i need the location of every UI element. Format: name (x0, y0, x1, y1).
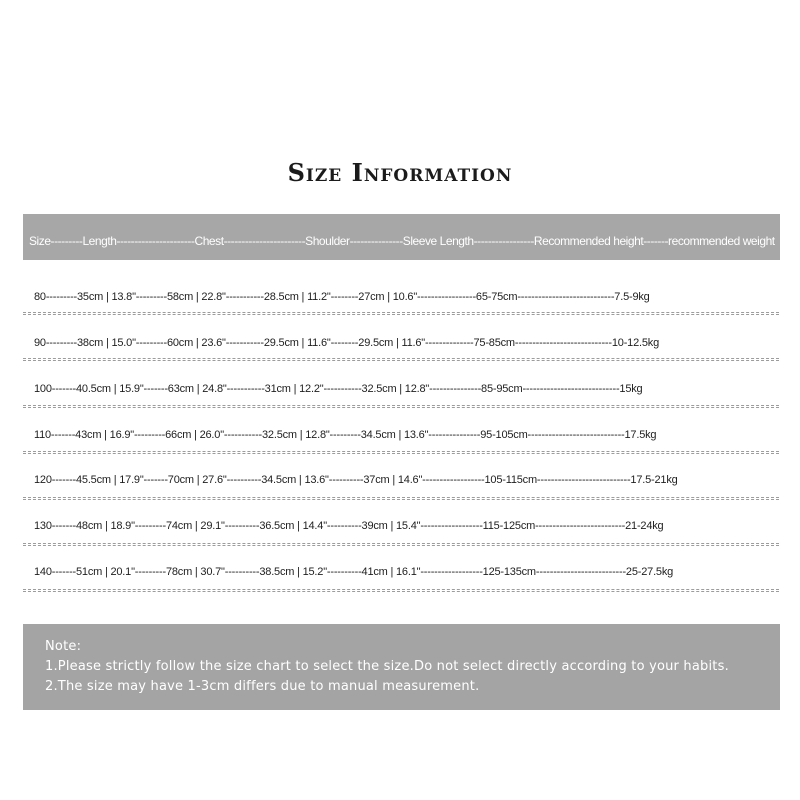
row-divider (23, 543, 779, 546)
table-header (23, 214, 780, 260)
note-line-1: 1.Please strictly follow the size chart to select the size.Do not select directly according to your habits. (45, 659, 729, 674)
note-heading: Note: (45, 639, 82, 654)
table-row-text: 140-------51cm | 20.1"---------78cm | 30.7"----------38.5cm | 15.2"----------41cm | 16.1"------------------125-135cm--------------------------25-27.5kg (34, 566, 674, 578)
row-divider (23, 589, 779, 592)
table-row (0, 429, 800, 469)
row-divider (23, 405, 779, 408)
table-header-label: Size---------Length----------------------Chest-----------------------Shoulder---------------Sleeve Length-----------------Recommended height-------recommended weight (29, 234, 775, 248)
table-row-text: 130-------48cm | 18.9"---------74cm | 29.1"----------36.5cm | 14.4"----------39cm | 15.4"------------------115-125cm--------------------------21-24kg (34, 520, 664, 532)
table-row-text: 110-------43cm | 16.9"---------66cm | 26.0"-----------32.5cm | 12.8"---------34.5cm | 13.6"---------------95-105cm----------------------------17.5kg (34, 429, 657, 441)
table-row (0, 383, 800, 423)
table-row-text: 90---------38cm | 15.0"---------60cm | 23.6"-----------29.5cm | 11.6"--------29.5cm | 11.6"--------------75-85cm----------------------------10-12.5kg (34, 337, 659, 349)
table-row (0, 474, 800, 514)
table-row (0, 337, 800, 377)
table-row-text: 120-------45.5cm | 17.9"-------70cm | 27.6"----------34.5cm | 13.6"----------37cm | 14.6"------------------105-115cm---------------------------17.5-21kg (34, 474, 678, 486)
table-row (0, 566, 800, 606)
note-box (23, 624, 780, 710)
table-row (0, 520, 800, 560)
row-divider (23, 497, 779, 500)
table-row-text: 80---------35cm | 13.8"---------58cm | 22.8"-----------28.5cm | 11.2"--------27cm | 10.6"-----------------65-75cm----------------------------7.5-9kg (34, 291, 650, 303)
table-row (0, 291, 800, 331)
note-line-2: 2.The size may have 1-3cm differs due to manual measurement. (45, 679, 480, 694)
table-row-text: 100-------40.5cm | 15.9"-------63cm | 24.8"-----------31cm | 12.2"-----------32.5cm | 12.8"---------------85-95cm----------------------------15kg (34, 383, 643, 395)
row-divider (23, 451, 779, 454)
row-divider (23, 312, 779, 315)
page-title: Size Information (287, 158, 513, 187)
row-divider (23, 358, 779, 361)
